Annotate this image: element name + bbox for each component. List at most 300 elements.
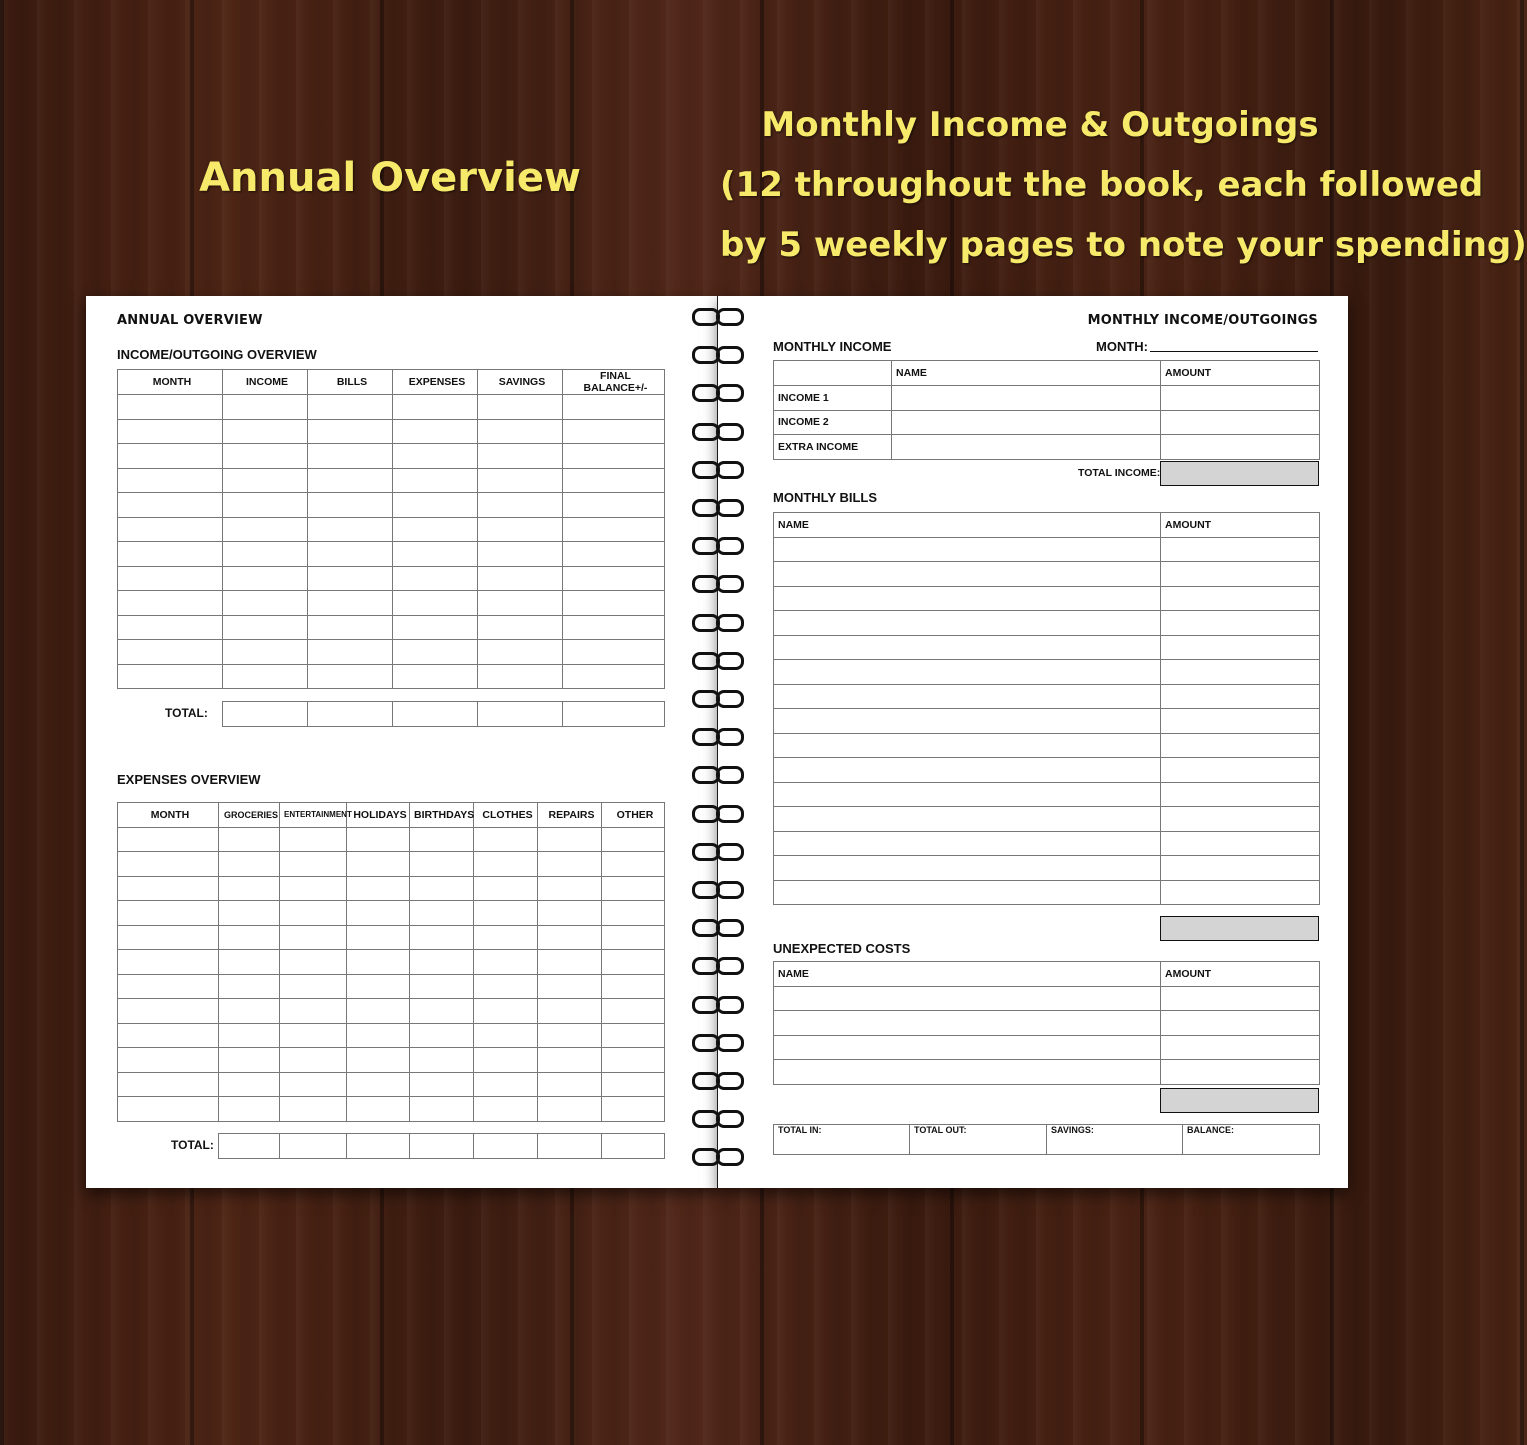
table-cell[interactable] — [478, 664, 563, 689]
table-cell[interactable] — [308, 468, 393, 493]
table-cell[interactable] — [602, 999, 665, 1024]
table-cell[interactable] — [774, 611, 1161, 636]
monthly-caption-line-1: Monthly Income & Outgoings — [761, 105, 1319, 145]
table-cell[interactable] — [563, 591, 665, 616]
table-cell[interactable] — [774, 635, 1161, 660]
table-row — [118, 664, 665, 689]
table-cell[interactable] — [347, 1048, 410, 1073]
total-cell[interactable] — [538, 1134, 602, 1159]
table-cell[interactable] — [1161, 562, 1320, 587]
col-month: MONTH — [118, 370, 223, 395]
col-bills: BILLS — [308, 370, 393, 395]
table-cell[interactable] — [223, 493, 308, 518]
table-cell[interactable] — [393, 615, 478, 640]
income-name-cell[interactable] — [892, 410, 1161, 435]
table-cell[interactable] — [602, 925, 665, 950]
table-cell[interactable] — [393, 566, 478, 591]
table-cell[interactable] — [308, 493, 393, 518]
month-label: MONTH: — [1096, 339, 1148, 354]
table-cell[interactable] — [393, 640, 478, 665]
table-cell[interactable] — [223, 468, 308, 493]
table-cell[interactable] — [223, 566, 308, 591]
binding-ring — [692, 499, 744, 513]
table-cell[interactable] — [563, 615, 665, 640]
table-cell[interactable] — [1161, 1011, 1320, 1036]
table-cell[interactable] — [774, 660, 1161, 685]
table-cell[interactable] — [774, 684, 1161, 709]
table-cell[interactable] — [474, 1072, 538, 1097]
table-cell[interactable] — [1161, 660, 1320, 685]
table-cell[interactable] — [223, 591, 308, 616]
table-cell[interactable] — [347, 1072, 410, 1097]
table-cell[interactable] — [219, 827, 280, 852]
unexpected-costs-table — [773, 961, 1320, 1085]
table-cell[interactable] — [118, 566, 223, 591]
table-cell[interactable] — [219, 999, 280, 1024]
table-cell[interactable] — [347, 852, 410, 877]
table-cell[interactable] — [1161, 709, 1320, 734]
table-cell[interactable] — [347, 876, 410, 901]
income-total-label: TOTAL: — [165, 706, 208, 720]
total-cell[interactable] — [280, 1134, 347, 1159]
table-cell[interactable] — [538, 852, 602, 877]
table-cell[interactable] — [478, 419, 563, 444]
table-cell[interactable] — [393, 444, 478, 469]
table-row — [774, 856, 1320, 881]
table-cell[interactable] — [118, 1048, 219, 1073]
table-cell[interactable] — [474, 925, 538, 950]
table-cell[interactable] — [1161, 986, 1320, 1011]
monthly-bills-table — [773, 512, 1320, 905]
table-cell[interactable] — [774, 880, 1161, 905]
binding-ring — [692, 843, 744, 857]
table-cell[interactable] — [280, 901, 347, 926]
table-cell[interactable] — [308, 517, 393, 542]
table-cell[interactable] — [538, 950, 602, 975]
income-total-row — [222, 701, 665, 727]
income-outgoing-table — [117, 369, 665, 689]
income-name-header: NAME — [892, 361, 1161, 386]
table-cell[interactable] — [393, 395, 478, 420]
table-cell[interactable] — [219, 1048, 280, 1073]
table-cell[interactable] — [1161, 611, 1320, 636]
table-cell[interactable] — [563, 444, 665, 469]
table-cell[interactable] — [118, 419, 223, 444]
binding-ring — [692, 957, 744, 971]
table-cell[interactable] — [474, 1097, 538, 1122]
monthly-caption — [720, 95, 1527, 275]
table-row — [774, 733, 1320, 758]
col-month: MONTH — [118, 803, 219, 828]
table-cell[interactable] — [410, 827, 474, 852]
table-cell[interactable] — [347, 1097, 410, 1122]
table-cell[interactable] — [410, 1097, 474, 1122]
table-cell[interactable] — [774, 733, 1161, 758]
table-cell[interactable] — [219, 974, 280, 999]
income-name-cell[interactable] — [892, 386, 1161, 411]
table-cell[interactable] — [118, 1072, 219, 1097]
table-row — [774, 880, 1320, 905]
table-cell[interactable] — [118, 542, 223, 567]
table-cell[interactable] — [774, 807, 1161, 832]
table-cell[interactable] — [1161, 807, 1320, 832]
annual-overview-title: ANNUAL OVERVIEW — [117, 313, 263, 328]
table-cell[interactable] — [118, 591, 223, 616]
table-cell[interactable] — [774, 758, 1161, 783]
table-cell[interactable] — [563, 566, 665, 591]
table-cell[interactable] — [393, 542, 478, 567]
income-amount-cell[interactable] — [1161, 410, 1320, 435]
table-cell[interactable] — [308, 395, 393, 420]
table-cell[interactable] — [219, 950, 280, 975]
binding-ring — [692, 461, 744, 475]
table-cell[interactable] — [602, 1023, 665, 1048]
table-cell[interactable] — [478, 517, 563, 542]
table-cell[interactable] — [347, 999, 410, 1024]
table-cell[interactable] — [393, 591, 478, 616]
total-cell[interactable] — [223, 702, 308, 727]
table-cell[interactable] — [410, 1023, 474, 1048]
table-cell[interactable] — [308, 640, 393, 665]
col-entertainment: ENTERTAINMENT — [280, 803, 347, 828]
table-cell[interactable] — [347, 827, 410, 852]
table-cell[interactable] — [474, 852, 538, 877]
summary-total-out[interactable]: TOTAL OUT: — [910, 1125, 1047, 1155]
table-cell[interactable] — [1161, 537, 1320, 562]
table-cell[interactable] — [223, 664, 308, 689]
table-cell[interactable] — [393, 493, 478, 518]
table-cell[interactable] — [774, 1060, 1161, 1085]
total-cell[interactable] — [478, 702, 563, 727]
table-cell[interactable] — [474, 1048, 538, 1073]
table-cell[interactable] — [280, 852, 347, 877]
table-cell[interactable] — [223, 395, 308, 420]
binding-ring — [692, 308, 744, 322]
summary-balance[interactable]: BALANCE: — [1183, 1125, 1320, 1155]
income-name-cell[interactable] — [892, 435, 1161, 460]
table-cell[interactable] — [118, 876, 219, 901]
table-cell[interactable] — [538, 827, 602, 852]
table-row — [118, 1048, 665, 1073]
table-cell[interactable] — [308, 664, 393, 689]
summary-total-in[interactable]: TOTAL IN: — [774, 1125, 910, 1155]
table-row — [118, 395, 665, 420]
table-cell[interactable] — [774, 586, 1161, 611]
table-cell[interactable] — [774, 856, 1161, 881]
table-cell[interactable] — [280, 950, 347, 975]
table-cell[interactable] — [563, 640, 665, 665]
table-row — [118, 876, 665, 901]
table-cell[interactable] — [410, 925, 474, 950]
monthly-income-outgoings-title: MONTHLY INCOME/OUTGOINGS — [1087, 313, 1318, 328]
table-row — [118, 468, 665, 493]
table-cell[interactable] — [223, 640, 308, 665]
table-cell[interactable] — [1161, 880, 1320, 905]
total-cell[interactable] — [308, 702, 393, 727]
table-cell[interactable] — [478, 566, 563, 591]
table-cell[interactable] — [308, 566, 393, 591]
table-cell[interactable] — [410, 1048, 474, 1073]
table-cell[interactable] — [410, 999, 474, 1024]
table-cell[interactable] — [474, 876, 538, 901]
income-row-label: EXTRA INCOME — [774, 435, 892, 460]
table-cell[interactable] — [538, 925, 602, 950]
table-cell[interactable] — [118, 950, 219, 975]
table-cell[interactable] — [219, 901, 280, 926]
table-cell[interactable] — [538, 876, 602, 901]
table-cell[interactable] — [774, 1035, 1161, 1060]
table-cell[interactable] — [347, 950, 410, 975]
table-cell[interactable] — [602, 901, 665, 926]
table-cell[interactable] — [410, 876, 474, 901]
table-cell[interactable] — [118, 1023, 219, 1048]
table-cell[interactable] — [118, 444, 223, 469]
table-cell[interactable] — [474, 1023, 538, 1048]
binding-ring — [692, 766, 744, 780]
table-cell[interactable] — [308, 444, 393, 469]
table-cell[interactable] — [774, 831, 1161, 856]
table-cell[interactable] — [410, 901, 474, 926]
table-cell[interactable] — [538, 901, 602, 926]
table-cell[interactable] — [563, 517, 665, 542]
table-cell[interactable] — [774, 537, 1161, 562]
table-cell[interactable] — [393, 419, 478, 444]
table-cell[interactable] — [280, 876, 347, 901]
table-cell[interactable] — [347, 925, 410, 950]
table-cell[interactable] — [118, 664, 223, 689]
table-cell[interactable] — [602, 974, 665, 999]
table-cell[interactable] — [478, 615, 563, 640]
binding-ring — [692, 614, 744, 628]
expenses-overview-table — [117, 802, 665, 1122]
table-cell[interactable] — [118, 615, 223, 640]
monthly-caption-line-3: by 5 weekly pages to note your spending) — [720, 225, 1527, 265]
table-cell[interactable] — [1161, 831, 1320, 856]
col-income: INCOME — [223, 370, 308, 395]
table-cell[interactable] — [774, 562, 1161, 587]
table-cell[interactable] — [219, 1072, 280, 1097]
table-cell[interactable] — [308, 542, 393, 567]
table-cell[interactable] — [118, 1097, 219, 1122]
table-cell[interactable] — [478, 640, 563, 665]
table-cell[interactable] — [1161, 782, 1320, 807]
bills-total-box[interactable] — [1160, 916, 1319, 941]
table-cell[interactable] — [563, 542, 665, 567]
table-cell[interactable] — [308, 615, 393, 640]
month-input-line[interactable] — [1150, 351, 1318, 352]
unexpected-total-box[interactable] — [1160, 1088, 1319, 1113]
table-cell[interactable] — [118, 925, 219, 950]
income-amount-cell[interactable] — [1161, 386, 1320, 411]
expenses-overview-heading: EXPENSES OVERVIEW — [117, 772, 261, 787]
table-cell[interactable] — [478, 468, 563, 493]
table-cell[interactable] — [223, 542, 308, 567]
total-income-box[interactable] — [1160, 461, 1319, 486]
table-cell[interactable] — [280, 1048, 347, 1073]
table-cell[interactable] — [308, 419, 393, 444]
table-cell[interactable] — [1161, 1035, 1320, 1060]
total-cell[interactable] — [602, 1134, 665, 1159]
expenses-total-row — [218, 1133, 665, 1159]
table-cell[interactable] — [538, 999, 602, 1024]
table-cell[interactable] — [118, 517, 223, 542]
monthly-caption-line-2: (12 throughout the book, each followed — [720, 165, 1484, 205]
table-cell[interactable] — [118, 468, 223, 493]
table-cell[interactable] — [347, 1023, 410, 1048]
monthly-bills-heading: MONTHLY BILLS — [773, 490, 878, 505]
table-cell[interactable] — [474, 901, 538, 926]
table-cell[interactable] — [118, 827, 219, 852]
table-cell[interactable] — [602, 827, 665, 852]
table-cell[interactable] — [602, 1072, 665, 1097]
table-cell[interactable] — [1161, 684, 1320, 709]
table-row — [118, 901, 665, 926]
table-cell[interactable] — [219, 1097, 280, 1122]
table-cell[interactable] — [347, 901, 410, 926]
table-cell[interactable] — [478, 493, 563, 518]
table-cell[interactable] — [219, 925, 280, 950]
table-cell[interactable] — [474, 950, 538, 975]
table-cell[interactable] — [563, 419, 665, 444]
col-expenses: EXPENSES — [393, 370, 478, 395]
table-cell[interactable] — [1161, 856, 1320, 881]
total-income-label: TOTAL INCOME: — [1078, 467, 1161, 479]
total-cell[interactable] — [347, 1134, 410, 1159]
binding-ring — [692, 1072, 744, 1086]
col-holidays: HOLIDAYS — [347, 803, 410, 828]
binding-ring — [692, 805, 744, 819]
unexpected-name-header: NAME — [774, 962, 1161, 987]
table-cell[interactable] — [563, 664, 665, 689]
table-cell[interactable] — [478, 395, 563, 420]
table-cell[interactable] — [774, 1011, 1161, 1036]
table-cell[interactable] — [393, 517, 478, 542]
binding-ring — [692, 1110, 744, 1124]
table-row — [118, 566, 665, 591]
table-cell[interactable] — [563, 395, 665, 420]
table-cell[interactable] — [118, 395, 223, 420]
table-cell[interactable] — [347, 974, 410, 999]
table-cell[interactable] — [280, 1072, 347, 1097]
table-row — [118, 640, 665, 665]
table-cell[interactable] — [538, 1072, 602, 1097]
table-cell[interactable] — [219, 876, 280, 901]
table-cell[interactable] — [1161, 758, 1320, 783]
table-cell[interactable] — [1161, 635, 1320, 660]
table-cell[interactable] — [223, 615, 308, 640]
table-cell[interactable] — [219, 852, 280, 877]
table-cell[interactable] — [410, 950, 474, 975]
table-cell[interactable] — [538, 1048, 602, 1073]
total-cell[interactable] — [474, 1134, 538, 1159]
table-cell[interactable] — [478, 444, 563, 469]
table-cell[interactable] — [280, 999, 347, 1024]
table-cell[interactable] — [280, 1097, 347, 1122]
table-cell[interactable] — [538, 1023, 602, 1048]
table-cell[interactable] — [223, 419, 308, 444]
table-cell[interactable] — [308, 591, 393, 616]
table-cell[interactable] — [223, 517, 308, 542]
table-row — [118, 974, 665, 999]
table-cell[interactable] — [280, 1023, 347, 1048]
table-row — [774, 537, 1320, 562]
income-amount-cell[interactable] — [1161, 435, 1320, 460]
binding-ring — [692, 919, 744, 933]
table-row — [118, 827, 665, 852]
total-cell[interactable] — [219, 1134, 280, 1159]
table-cell[interactable] — [410, 852, 474, 877]
total-cell[interactable] — [393, 702, 478, 727]
table-cell[interactable] — [280, 827, 347, 852]
table-cell[interactable] — [563, 468, 665, 493]
table-cell[interactable] — [602, 876, 665, 901]
table-cell[interactable] — [118, 901, 219, 926]
table-row — [118, 517, 665, 542]
table-cell[interactable] — [563, 493, 665, 518]
table-cell[interactable] — [223, 444, 308, 469]
table-cell[interactable] — [118, 974, 219, 999]
income-outgoing-header-row — [118, 370, 665, 395]
table-cell[interactable] — [118, 999, 219, 1024]
total-cell[interactable] — [410, 1134, 474, 1159]
table-cell[interactable] — [1161, 1060, 1320, 1085]
table-cell[interactable] — [478, 542, 563, 567]
table-row — [118, 950, 665, 975]
income-outgoing-heading: INCOME/OUTGOING OVERVIEW — [117, 347, 317, 362]
table-cell[interactable] — [602, 1097, 665, 1122]
table-cell[interactable] — [774, 709, 1161, 734]
table-row — [774, 709, 1320, 734]
table-cell[interactable] — [393, 664, 478, 689]
monthly-income-table — [773, 360, 1320, 460]
table-cell[interactable] — [474, 827, 538, 852]
table-cell[interactable] — [474, 999, 538, 1024]
binding-ring — [692, 384, 744, 398]
table-cell[interactable] — [538, 1097, 602, 1122]
unexpected-amount-header: AMOUNT — [1161, 962, 1320, 987]
table-cell[interactable] — [602, 950, 665, 975]
summary-savings[interactable]: SAVINGS: — [1047, 1125, 1183, 1155]
monthly-income-heading: MONTHLY INCOME — [773, 339, 892, 354]
table-row — [118, 1072, 665, 1097]
table-cell[interactable] — [219, 1023, 280, 1048]
table-row — [118, 542, 665, 567]
table-cell[interactable] — [280, 974, 347, 999]
right-page — [718, 296, 1348, 1188]
table-cell[interactable] — [118, 852, 219, 877]
table-cell[interactable] — [774, 782, 1161, 807]
table-cell[interactable] — [538, 974, 602, 999]
table-cell[interactable] — [474, 974, 538, 999]
table-cell[interactable] — [393, 468, 478, 493]
table-cell[interactable] — [410, 1072, 474, 1097]
binding-ring — [692, 1148, 744, 1162]
table-cell[interactable] — [410, 974, 474, 999]
table-cell[interactable] — [602, 852, 665, 877]
table-row — [774, 660, 1320, 685]
spiral-binding — [692, 308, 746, 1178]
table-cell[interactable] — [1161, 586, 1320, 611]
table-cell[interactable] — [602, 1048, 665, 1073]
col-groceries: GROCERIES — [219, 803, 280, 828]
table-cell[interactable] — [1161, 733, 1320, 758]
table-cell[interactable] — [280, 925, 347, 950]
table-cell[interactable] — [118, 640, 223, 665]
total-cell[interactable] — [563, 702, 665, 727]
table-cell[interactable] — [118, 493, 223, 518]
table-cell[interactable] — [774, 986, 1161, 1011]
table-cell[interactable] — [478, 591, 563, 616]
